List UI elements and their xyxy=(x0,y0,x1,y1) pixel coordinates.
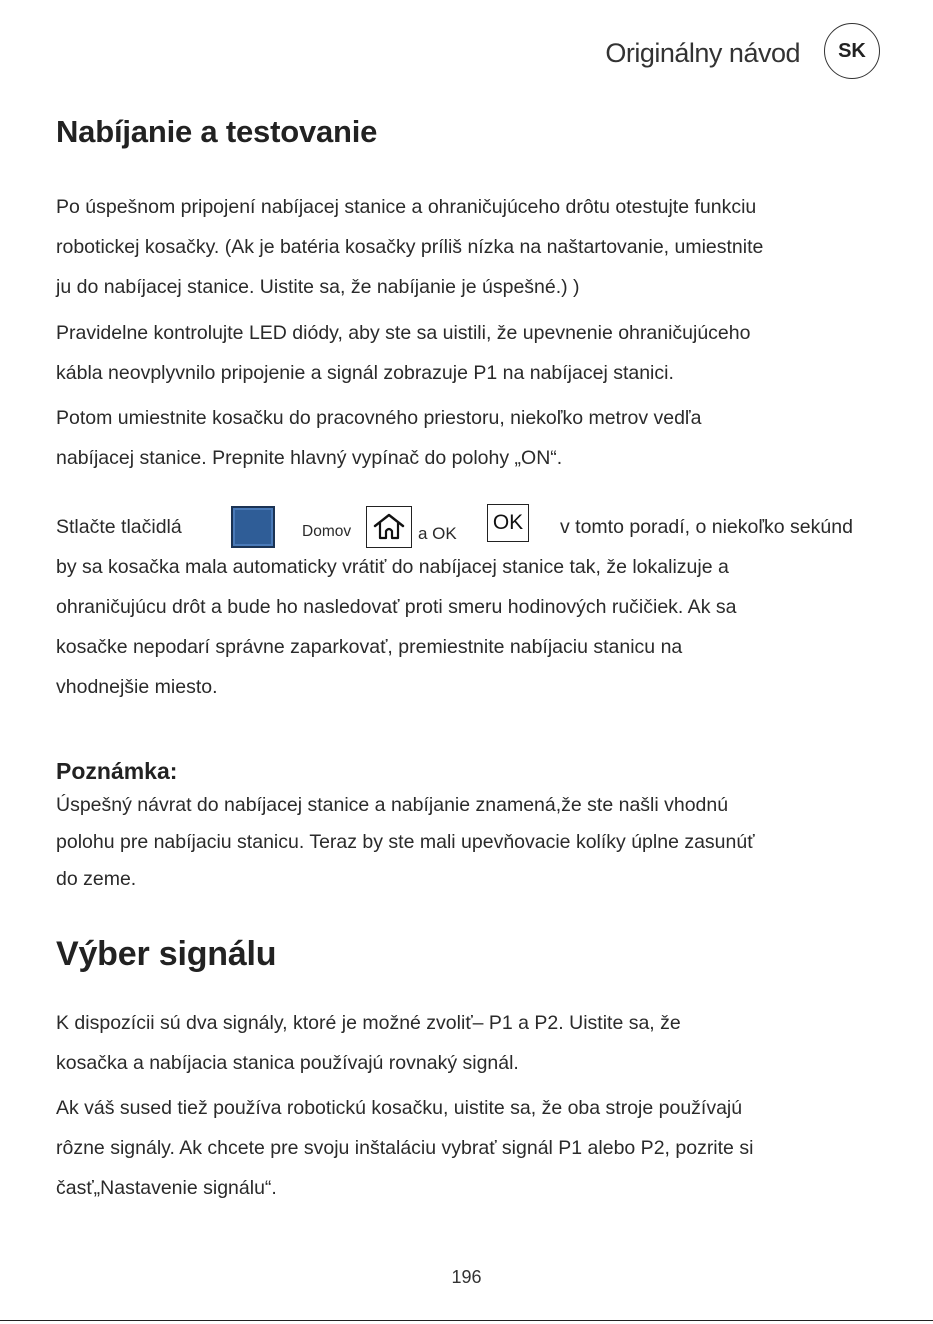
language-badge: SK xyxy=(824,23,880,79)
paragraph-led-check: Pravidelne kontrolujte LED diódy, aby ste sa uistili, že upevnenie ohraničujúceho kábla neovplyvnilo pripojenie a signál zobrazuje P1 na nabíjacej stanici. xyxy=(56,322,751,384)
paragraph-signal-options: K dispozícii sú dva signály, ktoré je možné zvoliť– P1 a P2. Uistite sa, že kosačka a nabíjacia stanica používajú rovnaký signál. xyxy=(56,1012,681,1074)
bottom-divider xyxy=(0,1320,933,1321)
home-label: Domov xyxy=(302,523,352,540)
after-buttons-text: v tomto poradí, o niekoľko sekúnd xyxy=(560,516,853,538)
section-heading-charging: Nabíjanie a testovanie xyxy=(56,114,378,149)
note-title: Poznámka: xyxy=(56,758,178,784)
and-ok-label: a OK xyxy=(418,524,457,543)
press-buttons-label: Stlačte tlačidlá xyxy=(56,516,182,538)
note-body: Úspešný návrat do nabíjacej stanice a nabíjanie znamená,že ste našli vhodnú polohu pre nabíjaciu stanicu. Teraz by ste mali upevňovacie kolíky úplne zasunúť do zeme. xyxy=(56,794,755,890)
button-instruction-row xyxy=(0,504,933,552)
blue-button-icon xyxy=(231,506,275,548)
paragraph-neighbor-signal: Ak váš sused tiež používa robotickú kosačku, uistite sa, že oba stroje používajú rôzne signály. Ak chcete pre svoju inštaláciu vybrať signál P1 alebo P2, pozrite si časť„Nastavenie signálu“. xyxy=(56,1097,754,1199)
page-number: 196 xyxy=(451,1267,482,1287)
paragraph-charging-intro: Po úspešnom pripojení nabíjacej stanice a ohraničujúceho drôtu otestujte funkciu robotickej kosačky. (Ak je batéria kosačky príliš nízka na naštartovanie, umiestnite ju do nabíjacej stanice. Uistite sa, že nabíjanie je úspešné.) ) xyxy=(56,196,764,298)
section-heading-signal: Výber signálu xyxy=(56,935,277,973)
home-icon xyxy=(366,506,412,548)
paragraph-placement: Potom umiestnite kosačku do pracovného priestoru, niekoľko metrov vedľa nabíjacej stanice. Prepnite hlavný vypínač do polohy „ON“. xyxy=(56,407,702,469)
paragraph-return-behavior: by sa kosačka mala automaticky vrátiť do nabíjacej stanice tak, že lokalizuje a ohraničujúcu drôt a bude ho nasledovať proti smeru hodinových ručičiek. Ak sa kosačke nepodarí správne zaparkovať, premiestnite nabíjaciu stanicu na vhodnejšie miesto. xyxy=(56,556,737,698)
document-title: Originálny návod xyxy=(605,38,800,68)
ok-key-icon: OK xyxy=(487,504,529,542)
